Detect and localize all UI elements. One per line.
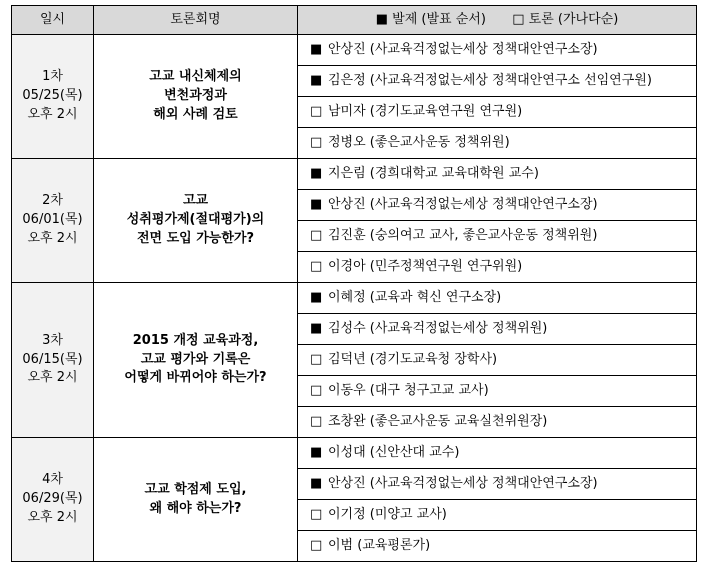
session-date: 05/25(목) — [22, 88, 83, 104]
discussant-square-icon: □ — [512, 11, 525, 27]
filled-square-icon — [310, 444, 328, 463]
session-title-cell — [94, 35, 298, 159]
session-date-cell — [12, 159, 94, 283]
discussant-name: 김진훈 (숭의여고 교사, 좋은교사운동 정책위원) — [328, 227, 598, 243]
speaker-cell — [298, 469, 697, 500]
speaker-cell — [298, 314, 697, 345]
session-title-line: 전면 도입 가능한가? — [136, 230, 255, 246]
session-date-cell — [12, 283, 94, 438]
presenter-square-icon: ■ — [375, 11, 389, 27]
speaker-cell — [298, 221, 697, 252]
filled-square-icon — [310, 165, 328, 184]
empty-square-icon — [310, 351, 328, 370]
session-title-line: 왜 해야 하는가? — [149, 500, 242, 516]
session-round: 2차 — [42, 193, 63, 209]
presenter-name: 지은림 (경희대학교 교육대학원 교수) — [328, 165, 539, 181]
session-title-line: 변천과정과 — [164, 88, 227, 104]
table-row — [12, 438, 697, 469]
session-title-line: 성취평가제(절대평가)의 — [126, 212, 265, 228]
session-date: 06/01(목) — [22, 212, 83, 228]
session-date-cell — [12, 438, 94, 562]
empty-square-icon — [310, 258, 328, 277]
session-title-line: 해외 사례 검토 — [153, 106, 238, 122]
empty-square-icon — [310, 413, 328, 432]
empty-square-icon — [310, 103, 328, 122]
table-row — [12, 35, 697, 66]
session-title-line: 고교 평가와 기록은 — [140, 351, 251, 367]
presenter-name: 김성수 (사교육걱정없는세상 정책위원) — [328, 320, 548, 336]
speaker-cell — [298, 35, 697, 66]
header-presenter-label: 발제 (발표 순서) — [392, 11, 486, 27]
speaker-cell — [298, 376, 697, 407]
header-date: 일시 — [12, 6, 94, 35]
discussant-name: 이동우 (대구 청구고교 교사) — [328, 382, 489, 398]
session-time: 오후 2시 — [27, 509, 78, 525]
session-date: 06/29(목) — [22, 491, 83, 507]
discussant-name: 이경아 (민주정책연구원 연구위원) — [328, 258, 523, 274]
header-title: 토론회명 — [94, 6, 298, 35]
discussant-name: 남미자 (경기도교육연구원 연구원) — [328, 103, 523, 119]
discussant-name: 조창완 (좋은교사운동 교육실천위원장) — [328, 413, 548, 429]
speaker-cell — [298, 66, 697, 97]
empty-square-icon — [310, 506, 328, 525]
filled-square-icon — [310, 475, 328, 494]
presenter-name: 이성대 (신안산대 교수) — [328, 444, 460, 460]
filled-square-icon — [310, 289, 328, 308]
filled-square-icon — [310, 41, 328, 60]
speaker-cell — [298, 252, 697, 283]
session-title-cell — [94, 283, 298, 438]
table-row — [12, 283, 697, 314]
session-title-cell — [94, 438, 298, 562]
table-header-row — [12, 6, 697, 35]
speaker-cell — [298, 159, 697, 190]
session-title-line: 어떻게 바뀌어야 하는가? — [124, 370, 267, 386]
session-round: 4차 — [42, 472, 63, 488]
empty-square-icon — [310, 382, 328, 401]
session-round: 1차 — [42, 69, 63, 85]
session-title-line: 고교 내신체제의 — [149, 69, 242, 85]
table-row — [12, 159, 697, 190]
speaker-cell — [298, 438, 697, 469]
session-time: 오후 2시 — [27, 370, 78, 386]
session-time: 오후 2시 — [27, 106, 78, 122]
empty-square-icon — [310, 537, 328, 556]
speaker-cell — [298, 190, 697, 221]
session-title-line: 고교 학점제 도입, — [144, 481, 247, 497]
discussant-name: 정병오 (좋은교사운동 정책위원) — [328, 134, 510, 150]
session-date: 06/15(목) — [22, 351, 83, 367]
session-date-cell — [12, 35, 94, 159]
presenter-name: 안상진 (사교육걱정없는세상 정책대안연구소장) — [328, 196, 598, 212]
empty-square-icon — [310, 227, 328, 246]
session-time: 오후 2시 — [27, 230, 78, 246]
speaker-cell — [298, 345, 697, 376]
session-title-cell — [94, 159, 298, 283]
discussant-name: 이범 (교육평론가) — [328, 537, 431, 553]
speaker-cell — [298, 97, 697, 128]
session-title-line: 고교 — [182, 193, 209, 209]
presenter-name: 안상진 (사교육걱정없는세상 정책대안연구소장) — [328, 41, 598, 57]
speaker-cell — [298, 128, 697, 159]
speaker-cell — [298, 283, 697, 314]
speaker-cell — [298, 500, 697, 531]
filled-square-icon — [310, 320, 328, 339]
filled-square-icon — [310, 196, 328, 215]
filled-square-icon — [310, 72, 328, 91]
discussant-name: 이기정 (미양고 교사) — [328, 506, 447, 522]
discussant-name: 김덕년 (경기도교육청 장학사) — [328, 351, 498, 367]
session-round: 3차 — [42, 332, 63, 348]
debate-schedule-table — [11, 5, 697, 562]
session-title-line: 2015 개정 교육과정, — [132, 332, 259, 348]
speaker-cell — [298, 531, 697, 562]
speaker-cell — [298, 407, 697, 438]
header-speakers — [298, 6, 697, 35]
empty-square-icon — [310, 134, 328, 153]
presenter-name: 김은정 (사교육걱정없는세상 정책대안연구소 선임연구원) — [328, 72, 652, 88]
presenter-name: 안상진 (사교육걱정없는세상 정책대안연구소장) — [328, 475, 598, 491]
presenter-name: 이혜정 (교육과 혁신 연구소장) — [328, 289, 502, 305]
header-discussant-label: 토론 (가나다순) — [528, 11, 619, 27]
schedule-body — [12, 35, 697, 562]
